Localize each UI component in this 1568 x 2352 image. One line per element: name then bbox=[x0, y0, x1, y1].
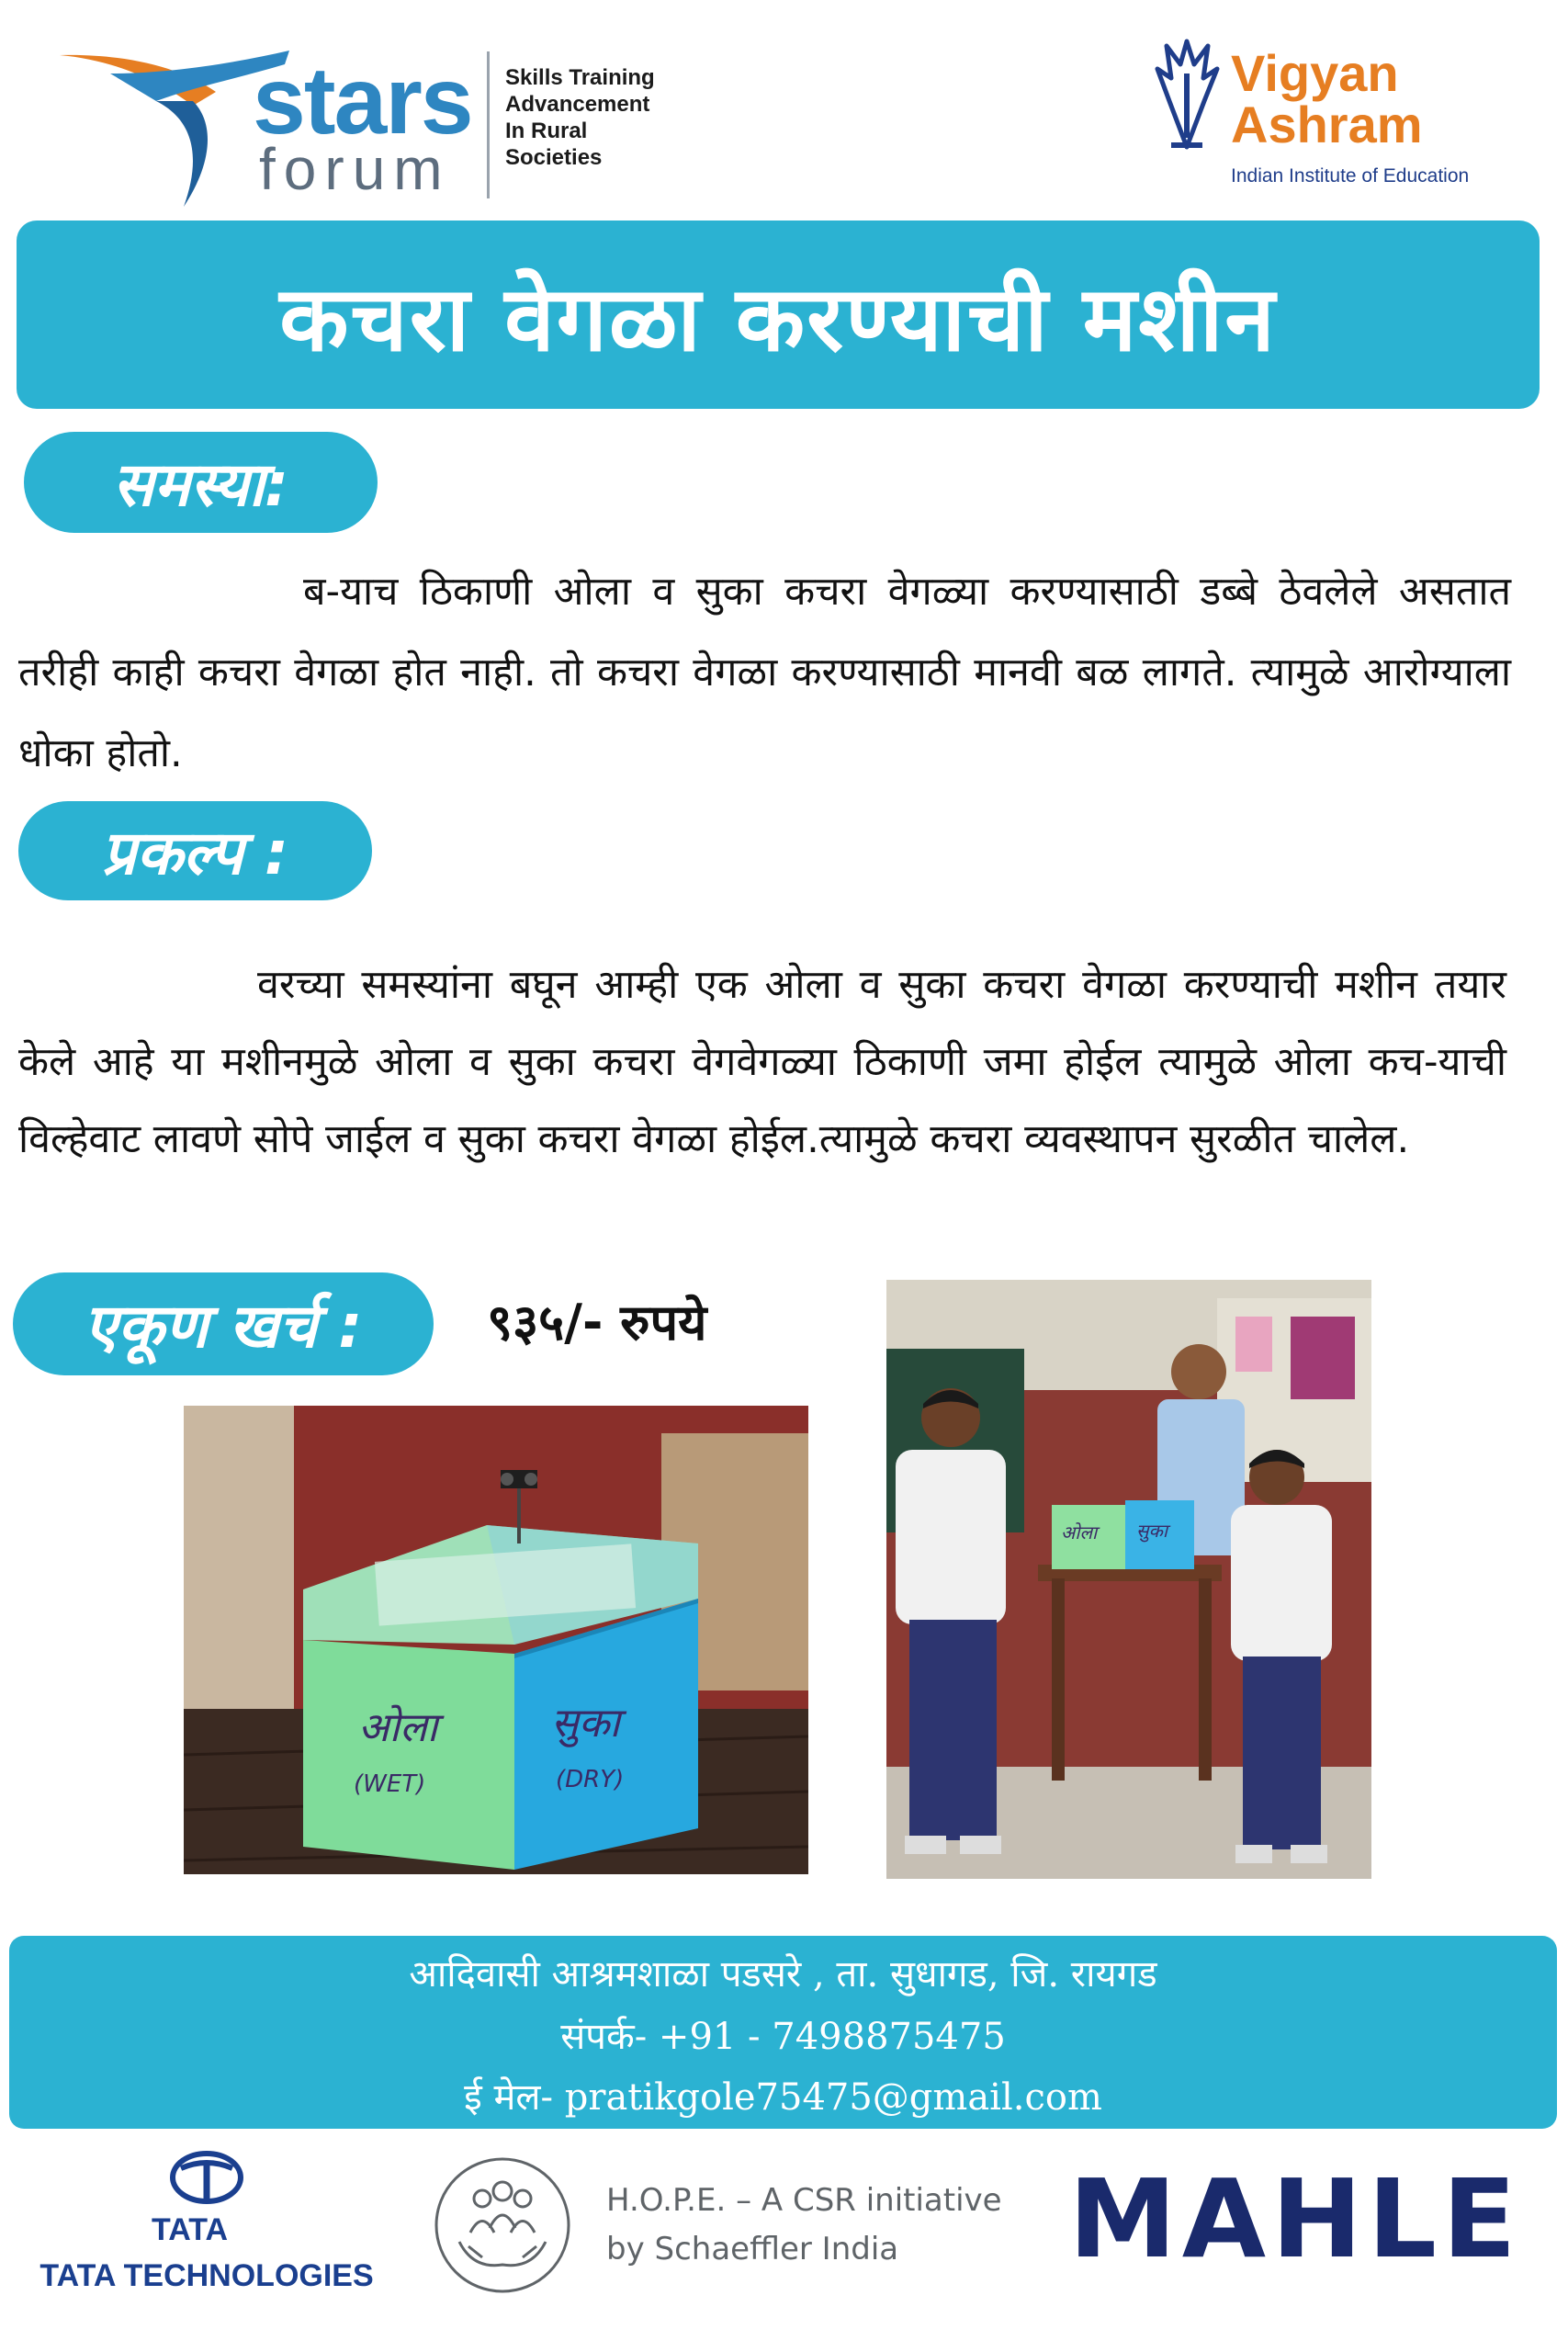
problem-heading: समस्या: bbox=[24, 432, 378, 533]
tata-technologies-logo bbox=[32, 2141, 381, 2334]
cost-heading: एकूण खर्च : bbox=[13, 1272, 434, 1375]
page-title: कचरा वेगळा करण्याची मशीन bbox=[279, 266, 1277, 372]
class-dry-label: सुका bbox=[1136, 1520, 1168, 1542]
project-heading: प्रकल्प : bbox=[18, 801, 372, 900]
title-banner bbox=[17, 220, 1540, 409]
students-with-machine-photo bbox=[886, 1280, 1371, 1879]
class-wet-label: ओला bbox=[1061, 1521, 1098, 1544]
box-wet-label: ओला bbox=[358, 1704, 438, 1751]
hope-line1: H.O.P.E. – A CSR initiative bbox=[606, 2182, 1002, 2219]
box-dry-sublabel: (DRY) bbox=[556, 1766, 625, 1793]
hope-schaeffler-logo bbox=[432, 2150, 1075, 2306]
tata-wordmark: TATA bbox=[152, 2212, 229, 2247]
contact-phone: संपर्क- +91 - 7498875475 bbox=[560, 2016, 1006, 2058]
logo-divider bbox=[487, 51, 490, 198]
box-dry-label: सुका bbox=[551, 1700, 620, 1747]
forum-wordmark: forum bbox=[259, 136, 451, 202]
tagline-line: Societies bbox=[505, 145, 603, 170]
contact-band bbox=[9, 1936, 1557, 2129]
hope-people-hands-icon bbox=[432, 2154, 574, 2297]
class-photo-illustration bbox=[886, 1280, 1371, 1879]
vigyan-ashram-name bbox=[1231, 44, 1423, 153]
box-wet-sublabel: (WET) bbox=[354, 1770, 426, 1798]
tagline-line: Advancement bbox=[505, 92, 650, 117]
tata-technologies-name: TATA TECHNOLOGIES bbox=[39, 2258, 374, 2293]
ashram-word: Ashram bbox=[1231, 96, 1423, 153]
project-text: वरच्या समस्यांना बघून आम्ही एक ओला व सुका कचरा वेगळा करण्याची मशीन तयार केले आहे या मशीनमुळे ओला व सुका कचरा वेगवेगळ्या ठिकाणी जमा होईल त्यामुळे ओला कच-याची विल्हेवाट लावणे सोपे जाईल व सुका कचरा वेगळा होईल.त्यामुळे कचरा व्यवस्थापन सुरळीत चालेल. bbox=[18, 962, 1506, 1162]
school-address: आदिवासी आश्रमशाळा पडसरे , ता. सुधागड, जि. रायगड bbox=[409, 1953, 1157, 1996]
stars-tagline bbox=[505, 64, 655, 171]
vigyan-ashram-emblem-icon bbox=[1153, 37, 1222, 156]
mahle-logo: MAHLE bbox=[1068, 2155, 1522, 2282]
vigyan-ashram-logo bbox=[1153, 37, 1539, 198]
vigyan-ashram-subtitle: Indian Institute of Education bbox=[1231, 165, 1470, 187]
contact-email: ई मेल- pratikgole75475@gmail.com bbox=[464, 2076, 1102, 2119]
tagline-line: In Rural bbox=[505, 119, 588, 143]
tagline-line: Skills Training bbox=[505, 65, 655, 90]
problem-text: ब-याच ठिकाणी ओला व सुका कचरा वेगळ्या करण्यासाठी डब्बे ठेवलेले असतात तरीही काही कचरा वेगळा होत नाही. तो कचरा वेगळा करण्यासाठी मानवी बळ लागते. त्यामुळे आरोग्याला धोका होतो. bbox=[18, 569, 1511, 776]
box-photo-illustration bbox=[184, 1406, 808, 1874]
vigyan-word: Vigyan bbox=[1231, 44, 1399, 102]
hope-line2: by Schaeffler India bbox=[606, 2231, 899, 2267]
stars-wordmark: stars bbox=[253, 48, 472, 154]
tata-emblem-icon bbox=[170, 2150, 243, 2205]
waste-sorter-box-photo bbox=[184, 1406, 808, 1874]
stars-forum-logo bbox=[55, 37, 680, 211]
cost-value: ९३५/- रुपये bbox=[487, 1294, 707, 1351]
